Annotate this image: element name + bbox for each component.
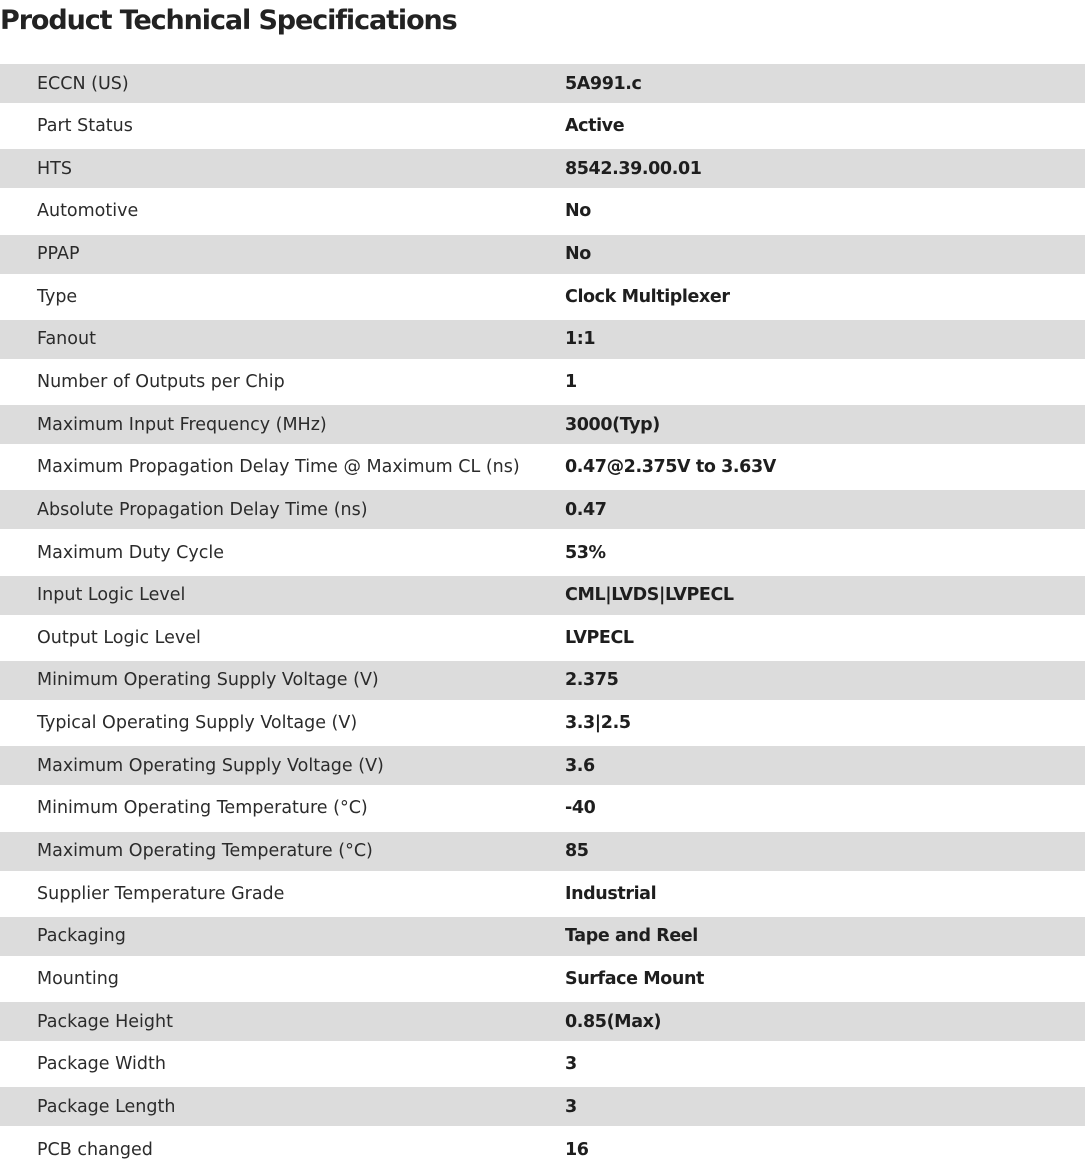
spec-value: 0.47@2.375V to 3.63V bbox=[565, 457, 776, 478]
spec-value: No bbox=[565, 244, 591, 265]
spec-label: Fanout bbox=[37, 329, 96, 350]
spec-row bbox=[0, 874, 1085, 913]
spec-label: Supplier Temperature Grade bbox=[37, 883, 285, 904]
spec-label: Package Width bbox=[37, 1054, 166, 1075]
spec-row bbox=[0, 746, 1085, 785]
spec-row bbox=[0, 959, 1085, 998]
spec-label: Mounting bbox=[37, 968, 119, 989]
spec-row bbox=[0, 917, 1085, 956]
spec-value: 3000(Typ) bbox=[565, 414, 660, 435]
spec-row bbox=[0, 832, 1085, 871]
spec-label: Maximum Propagation Delay Time @ Maximum CL (ns) bbox=[37, 457, 520, 478]
spec-row bbox=[0, 1130, 1085, 1169]
spec-value: CML|LVDS|LVPECL bbox=[565, 585, 734, 606]
spec-value: 16 bbox=[565, 1139, 589, 1160]
spec-row bbox=[0, 64, 1085, 103]
spec-value: 53% bbox=[565, 542, 606, 563]
spec-label: PPAP bbox=[37, 244, 80, 265]
spec-row bbox=[0, 1087, 1085, 1126]
spec-value: 3 bbox=[565, 1054, 577, 1075]
spec-label: Type bbox=[37, 286, 78, 307]
spec-value: 0.47 bbox=[565, 499, 607, 520]
spec-label: Minimum Operating Temperature (°C) bbox=[37, 798, 368, 819]
spec-label: Maximum Input Frequency (MHz) bbox=[37, 414, 327, 435]
spec-value: 5A991.c bbox=[565, 73, 642, 94]
spec-value: Surface Mount bbox=[565, 968, 704, 989]
spec-value: Industrial bbox=[565, 883, 657, 904]
spec-label: Maximum Operating Temperature (°C) bbox=[37, 841, 373, 862]
spec-label: Input Logic Level bbox=[37, 585, 186, 606]
spec-row bbox=[0, 448, 1085, 487]
spec-label: Maximum Duty Cycle bbox=[37, 542, 224, 563]
spec-label: Typical Operating Supply Voltage (V) bbox=[37, 713, 358, 734]
spec-row bbox=[0, 362, 1085, 401]
spec-value: 3 bbox=[565, 1096, 577, 1117]
spec-row bbox=[0, 192, 1085, 231]
spec-value: 2.375 bbox=[565, 670, 619, 691]
spec-table bbox=[0, 64, 1085, 1173]
spec-label: Output Logic Level bbox=[37, 627, 201, 648]
page-title: Product Technical Specifications bbox=[0, 5, 457, 36]
spec-value: No bbox=[565, 201, 591, 222]
spec-label: PCB changed bbox=[37, 1139, 153, 1160]
spec-value: 3.6 bbox=[565, 755, 595, 776]
spec-label: ECCN (US) bbox=[37, 73, 129, 94]
spec-row bbox=[0, 1045, 1085, 1084]
spec-row bbox=[0, 490, 1085, 529]
spec-row bbox=[0, 661, 1085, 700]
spec-row bbox=[0, 149, 1085, 188]
spec-label: Number of Outputs per Chip bbox=[37, 371, 285, 392]
spec-row bbox=[0, 1002, 1085, 1041]
spec-label: HTS bbox=[37, 158, 72, 179]
spec-value: 3.3|2.5 bbox=[565, 713, 631, 734]
spec-label: Absolute Propagation Delay Time (ns) bbox=[37, 499, 368, 520]
spec-value: Clock Multiplexer bbox=[565, 286, 730, 307]
spec-value: 1:1 bbox=[565, 329, 596, 350]
spec-label: Part Status bbox=[37, 116, 133, 137]
spec-value: 85 bbox=[565, 841, 589, 862]
spec-row bbox=[0, 320, 1085, 359]
spec-value: -40 bbox=[565, 798, 596, 819]
spec-label: Maximum Operating Supply Voltage (V) bbox=[37, 755, 384, 776]
spec-label: Automotive bbox=[37, 201, 139, 222]
spec-value: Active bbox=[565, 116, 625, 137]
spec-row bbox=[0, 576, 1085, 615]
spec-label: Minimum Operating Supply Voltage (V) bbox=[37, 670, 379, 691]
spec-row bbox=[0, 533, 1085, 572]
spec-row bbox=[0, 618, 1085, 657]
spec-row bbox=[0, 405, 1085, 444]
spec-row bbox=[0, 235, 1085, 274]
spec-label: Package Length bbox=[37, 1096, 176, 1117]
spec-row bbox=[0, 704, 1085, 743]
spec-label: Package Height bbox=[37, 1011, 173, 1032]
spec-value: Tape and Reel bbox=[565, 926, 698, 947]
spec-value: LVPECL bbox=[565, 627, 634, 648]
spec-row bbox=[0, 789, 1085, 828]
spec-row bbox=[0, 107, 1085, 146]
spec-value: 1 bbox=[565, 371, 577, 392]
spec-row bbox=[0, 277, 1085, 316]
spec-value: 0.85(Max) bbox=[565, 1011, 662, 1032]
spec-value: 8542.39.00.01 bbox=[565, 158, 702, 179]
spec-label: Packaging bbox=[37, 926, 126, 947]
